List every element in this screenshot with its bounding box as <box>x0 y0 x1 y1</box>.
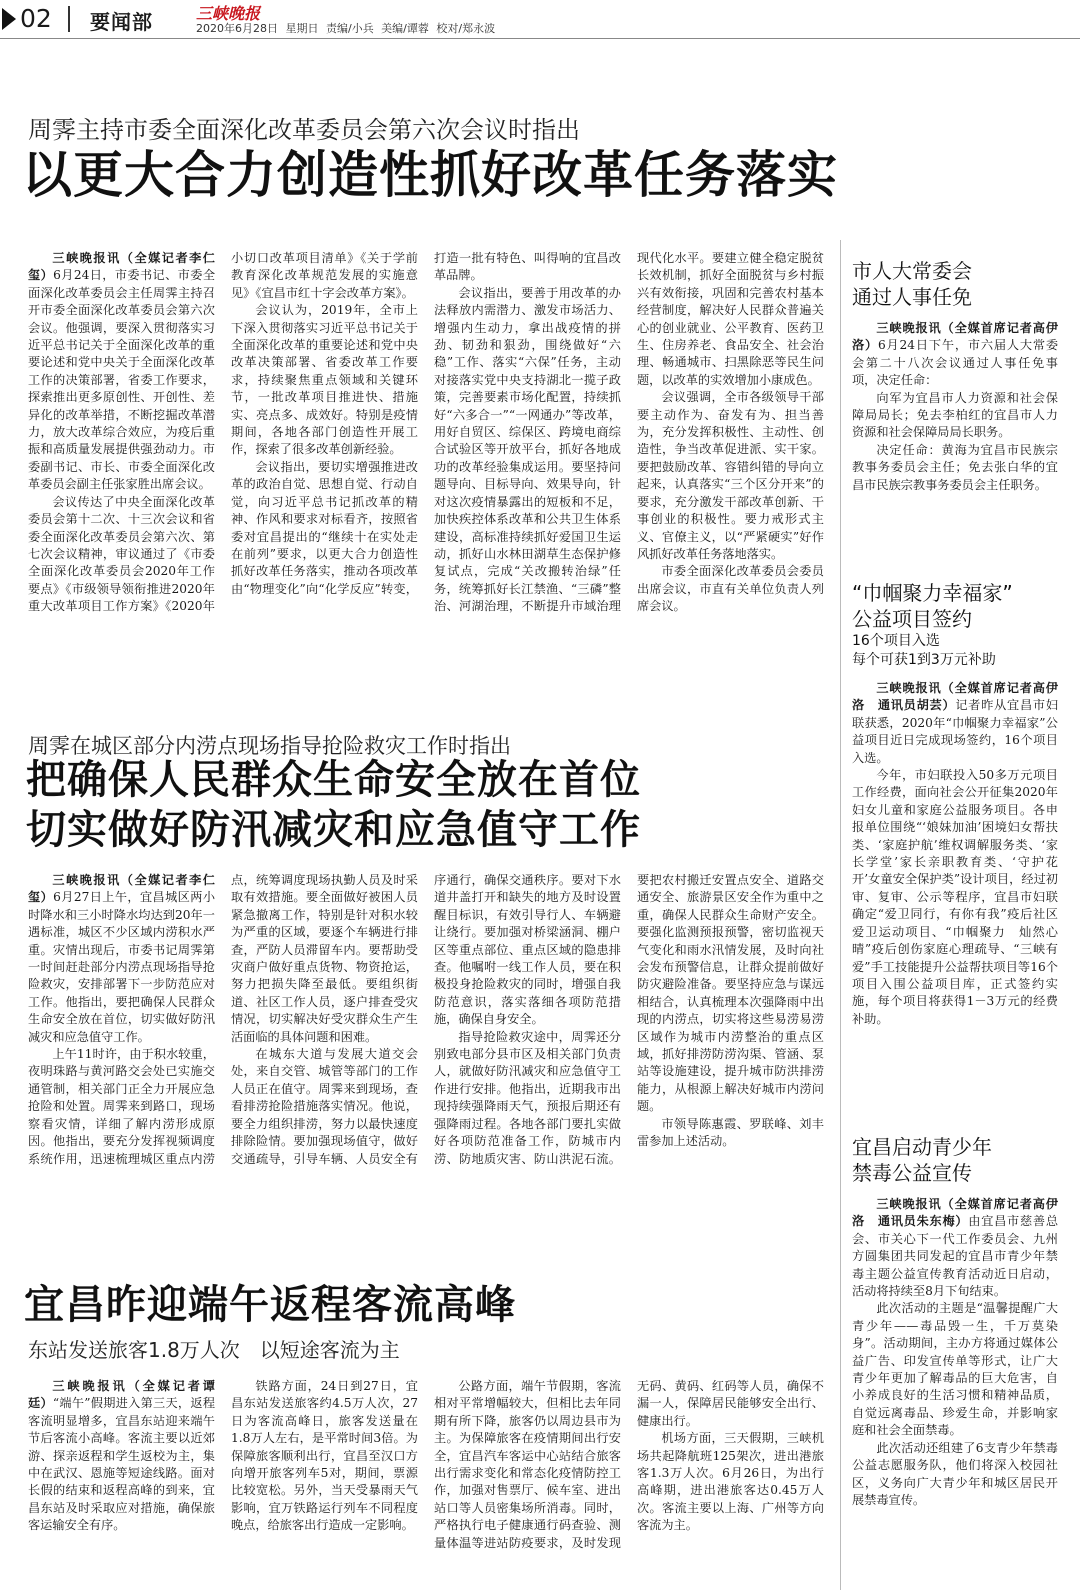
sidebar-article3-headline-line2: 禁毒公益宣传 <box>852 1161 972 1185</box>
sidebar-article2-sub1: 16个项目入选 <box>852 633 940 649</box>
sidebar-article3-body <box>852 1196 1058 1586</box>
sidebar-article2 <box>852 580 1058 1090</box>
article1-paragraph: 会议认为，2019年，全市上下深入贯彻落实习近平总书记关于全面深化改革的重要论述和党中央改革决策部署、省委改革工作要求，持续聚焦重点领域和关键环节，一批改革项目推进快、措施实、亮点多、成效好。特别是疫情期间，各地各部门创造性开展工作，探索了很多改革创新经验。 <box>231 303 418 457</box>
article1-kicker: 周霁主持市委全面深化改革委员会第六次会议时指出 <box>28 116 580 144</box>
article2-headline-line1: 把确保人民群众生命安全放在首位 <box>26 757 641 803</box>
chevron-right-icon <box>2 8 16 30</box>
article2-paragraph: 上午11时许，由于积水较重，夜明珠路与黄河路交会处已实施交通管制，相关部门正全力开展应急抢险和处置。周霁来到路口，现场察看灾情，详细了解内涝形成原因。他指出，要充分发挥视频调度系统作用，迅速梳理城区重点内涝点，统筹调度现场执勤人员及时采取有效措施。要全面做好被困人员紧急撤离工作，特别是针对积水较为严重的区域，要逐个车辆进行排查，严防人员滞留车内。要帮助受灾商户做好重点货物、物资抢运，努力把损失降至最低。要组织街道、社区工作人员，逐户排查受灾情况，切实解决好受灾群众生产生活面临的具体问题和困难。 <box>28 873 418 1166</box>
article3-subhead: 东站发送旅客1.8万人次 以短途客流为主 <box>28 1338 400 1362</box>
sidebar-article2-headline-line1: “巾帼聚力幸福家” <box>852 581 1013 605</box>
sidebar-paragraph: 今年，市妇联投入50多万元项目工作经费，面向社会公开征集2020年妇女儿童和家庭公益服务项目。各申报单位围绕“‘娘妹加油’困境妇女帮扶类、‘家庭护航’维权调解服务类、‘家长学堂’家长亲职教育类、‘守护花开’女童安全保护类”设计项目，经过初审、复审、公示等程序，宜昌市妇联确定“爱卫同行，有你有我”疫后社区爱卫运动项目、“巾帼聚力 灿然心晴”疫后创伤家庭心理疏导、“三峡有爱”手工技能提升公益帮扶项目等16个项目入围公益项目库，正式签约实施，每个项目将获得1－3万元的经费补助。 <box>852 768 1058 1026</box>
sidebar-paragraph: 三峡晚报讯（全媒首席记者高伊洛 通讯员胡芸）记者昨从宜昌市妇联获悉，2020年“巾帼聚力幸福家”公益项目近日完成现场签约，16个项目入选。 <box>852 681 1058 765</box>
divider <box>68 6 70 32</box>
article1-paragraph: 会议传达了中央全面深化改革委员会第十二次、十三次会议和省委全面深化改革委员会第六次、第七次会议精神，审议通过了《市委全面深化改革委员会2020年工作要点》《市级领导领衔推进2020年重大改革项目工作方案》《2020年小切口改革项目清单》《关于学前教育深化改革规范发展的实施意见》《宜昌市红十字会改革方案》。 <box>28 251 418 614</box>
article3-body <box>28 1378 824 1590</box>
article2-kicker: 周霁在城区部分内涝点现场指导抢险救灾工作时指出 <box>28 734 511 758</box>
article1-paragraph: 三峡晚报讯（全媒记者李仁玺）6月24日，市委书记、市委全面深化改革委员会主任周霁主持召开市委全面深化改革委员会第六次会议。他强调，要深入贯彻落实习近平总书记关于全面深化改革的重要论述和党中央关于全面深化改革工作的决策部署，省委工作要求，探索推出更多原创性、开创性、差异化的改革举措，不断挖掘改革潜力，放大改革综合效应，为疫后重振和高质量发展提供强劲动力。市委副书记、市长、市委全面深化改革委员会副主任张家胜出席会议。 <box>28 251 216 492</box>
article1-paragraph: 市委全面深化改革委员会委员出席会议，市直有关单位负责人列席会议。 <box>637 564 824 614</box>
article1-headline: 以更大合力创造性抓好改革任务落实 <box>22 146 838 204</box>
sidebar-article1 <box>852 258 1058 548</box>
sidebar-article2-headline-line2: 公益项目签约 <box>852 607 972 631</box>
sidebar-paragraph: 决定任命：黄海为宜昌市民族宗教事务委员会主任；免去张白华的宜昌市民族宗教事务委员会主任职务。 <box>852 442 1058 492</box>
byline: 三峡晚报讯（全媒首席记者高伊洛） <box>852 321 1058 353</box>
sidebar-article2-sub2: 每个可获1到3万元补助 <box>852 652 996 668</box>
sidebar-article1-headline-line2: 通过人事任免 <box>852 285 972 309</box>
article2-body <box>28 872 824 1222</box>
article3-paragraph: 机场方面，三天假期，三峡机场共起降航班125架次，进出港旅客1.3万人次。6月26日，为出行高峰期，进出港旅客达0.45万人次。客流主要以上海、广州等方向客流为主。 <box>637 1431 824 1533</box>
page-header <box>0 0 1080 39</box>
article2-headline-line2: 切实做好防汛减灾和应急值守工作 <box>26 807 641 853</box>
article3-paragraph: 铁路方面，24日到27日，宜昌东站发送旅客约4.5万人次，27日为客流高峰日，旅客发送量在1.8万人左右，是平常时间3倍。为保障旅客顺利出行，宜昌至汉口方向增开旅客列车5对，期间，票源比较宽松。另外，当天受暴雨天气影响，宜万铁路运行列车不同程度晚点，给旅客出行造成一定影响。 <box>231 1379 418 1533</box>
article2-paragraph: 市领导陈惠霞、罗联峰、刘丰雷参加上述活动。 <box>637 1116 824 1149</box>
article1-paragraph: 会议指出，要切实增强推进改革的政治自觉、思想自觉、行动自觉，向习近平总书记抓改革的精神、作风和要求对标看齐，按照省委对宜昌提出的“继续十在实处走在前列”要求，以更大合力创造性抓好改革任务落实，推动各项改革由“物理变化”向“化学反应”转变，打造一批有特色、叫得响的宜昌改革品牌。 <box>231 251 621 596</box>
byline: 三峡晚报讯（全媒记者谭廷） <box>28 1379 215 1411</box>
issue-meta: 2020年6月28日 星期日 责编/小兵 美编/谭蓉 校对/郑永波 <box>196 22 496 35</box>
sidebar-paragraph: 三峡晚报讯（全媒首席记者高伊洛 通讯员朱东梅）由宜昌市慈善总会、市关心下一代工作委员会、九州方圆集团共同发起的宜昌市青少年禁毒主题公益宣传教育活动近日启动，活动将持续至8月下旬结束。 <box>852 1197 1058 1299</box>
sidebar-article2-body <box>852 680 1058 1090</box>
article3-headline: 宜昌昨迎端午返程客流高峰 <box>24 1282 516 1328</box>
page-number: 02 <box>20 4 52 33</box>
byline: 三峡晚报讯（全媒首席记者高伊洛 通讯员胡芸） <box>852 681 1058 713</box>
article1-paragraph: 会议指出，要善于用改革的办法释放内需潜力、激发市场活力、增强内生动力，拿出战疫情的拼劲、韧劲和狠劲，围绕做好“六稳”工作、落实“六保”任务，主动对接落实党中央支持湖北一揽子政策，完善要素市场化配置，持续抓好“六多合一”“一网通办”等改革，用好自贸区、综保区、跨境电商综合试验区等开放平台，抓好各地成功的改革经验集成运用。要坚持问题导向、目标导向、效果导向，针对这次疫情暴露出的短板和不足，加快疾控体系改革和公共卫生体系建设，高标准持续抓好爱国卫生运动，抓好山水林田湖草生态保护修复试点，完成“关改搬转治绿”任务，统筹抓好长江禁渔、“三磷”整治、河湖治理，不断提升市域治理现代化水平。要建立健全稳定脱贫长效机制，抓好全面脱贫与乡村振兴有效衔接，巩固和完善农村基本经营制度，解决好人民群众普遍关心的创业就业、公平教育、医药卫生、住房养老、食品安全、社会治理、畅通城市、扫黑除恶等民生问题，以改革的实效增加小康成色。 <box>434 251 824 614</box>
article2-paragraph: 三峡晚报讯（全媒记者李仁玺）6月27日上午，宜昌城区两小时降水和三小时降水均达到20年一遇标准，城区不少区域内涝积水严重。灾情出现后，市委书记周霁第一时间赶赴部分内涝点现场指导抢险救灾，安排部署下一步防范应对工作。他指出，要把确保人民群众生命安全放在首位，切实做好防汛减灾和应急值守工作。 <box>28 873 216 1044</box>
sidebar-paragraph: 此次活动的主题是“温馨提醒广大青少年——毒品毁一生，千万莫染身”。活动期间，主办方将通过媒体公益广告、印发宣传单等形式，让广大青少年更加了解毒品的巨大危害，自小养成良好的生活习惯和精神品质，自觉远离毒品、珍爱生命，并影响家庭和社会全面禁毒。 <box>852 1301 1058 1438</box>
newspaper-logo: 三峡晚报 <box>196 4 261 23</box>
sidebar-article1-body <box>852 320 1058 548</box>
sidebar-article3 <box>852 1134 1058 1586</box>
article3-paragraph: 公路方面，端午节假期，客流相对平常增幅较大，但相比去年同期有所下降，旅客仍以周边县市为主。为保障旅客在疫情期间出行安全，宜昌汽车客运中心站结合旅客出行需求变化和常态化疫情防控工作，加强对售票厅、候车室、进出站口等人员密集场所消毒。同时，严格执行电子健康通行码查验、测量体温等进站防疫要求，及时发现无码、黄码、红码等人员，确保不漏一人，保障居民能够安全出行、健康出行。 <box>434 1379 824 1550</box>
article3-paragraph: 三峡晚报讯（全媒记者谭廷）“端午”假期进入第三天，返程客流明显增多，宜昌东站迎来端午节后客流小高峰。客流主要以近郊游、探亲返程和学生返校为主，集中在武汉、恩施等短途线路。面对长假的结束和返程高峰的到来，宜昌东站及时采取应对措施，确保旅客运输安全有序。 <box>28 1379 216 1533</box>
byline: 三峡晚报讯（全媒记者李仁玺） <box>28 251 215 283</box>
sidebar-paragraph: 此次活动还组建了6支青少年禁毒公益志愿服务队，他们将深入校园社区，义务向广大青少年和城区居民开展禁毒宣传。 <box>852 1440 1058 1507</box>
article1-body <box>28 250 824 680</box>
sidebar-article1-headline-line1: 市人大常委会 <box>852 259 972 283</box>
article1-paragraph: 会议强调，全市各级领导干部要主动作为、奋发有为、担当善为，充分发挥积极性、主动性、创造性，争当改革促进派、实干家。要把鼓励改革、容错纠错的导向立起来，认真落实“三个区分开来”的要求，充分激发干部改革创新、干事创业的积极性。要力戒形式主义、官僚主义，以“严紧硬实”好作风抓好改革任务落地落实。 <box>637 390 824 561</box>
column-divider <box>840 240 841 1590</box>
sidebar-article3-headline-line1: 宜昌启动青少年 <box>852 1135 992 1159</box>
sidebar-paragraph: 向军为宜昌市人力资源和社会保障局局长；免去李柏红的宜昌市人力资源和社会保障局局长职务。 <box>852 390 1058 440</box>
section-title: 要闻部 <box>90 10 153 34</box>
sidebar-paragraph: 三峡晚报讯（全媒首席记者高伊洛）6月24日下午，市六届人大常委会第二十八次会议通过人事任免事项，决定任命： <box>852 321 1058 388</box>
byline: 三峡晚报讯（全媒首席记者高伊洛 通讯员朱东梅） <box>852 1197 1058 1229</box>
byline: 三峡晚报讯（全媒记者李仁玺） <box>28 873 215 905</box>
article2-paragraph: 在城东大道与发展大道交会处，来自交管、城管等部门的工作人员正在值守。周霁来到现场，查看排涝抢险措施落实情况。他说，要全力组织排涝，努力以最快速度排除险情。要加强现场值守，做好交通疏导，引导车辆、人员安全有序通行，确保交通秩序。要对下水道井盖打开和缺失的地方及时设置醒目标识，有效引导行人、车辆避让绕行。要加强对桥梁涵洞、棚户区等重点部位、重点区域的隐患排查。他嘱咐一线工作人员，要在积极投身抢险救灾的同时，增强自我防范意识，落实落细各项防范措施，确保自身安全。 <box>231 873 621 1166</box>
article2-paragraph: 指导抢险救灾途中，周霁还分别致电部分县市区及相关部门负责人，就做好防汛减灾和应急值守工作进行安排。他指出，近期我市出现持续强降雨天气，预报后期还有强降雨过程。各地各部门要扎实做好各项防范准备工作，防城市内涝、防地质灾害、防山洪泥石流。要把农村搬迁安置点安全、道路交通安全、旅游景区安全作为重中之重，确保人民群众生命财产安全。要强化监测预报预警，密切监视天气变化和雨水汛情发展，及时向社会发布预警信息，让群众提前做好防灾避险准备。要坚持应急与谋远相结合，认真梳理本次强降雨中出现的内涝点，切实将这些易涝易涝区域作为城市内涝整治的重点区域，抓好排涝防涝沟渠、管涵、泵站等设施建设，提升城市防洪排涝能力，从根源上解决好城市内涝问题。 <box>434 873 824 1166</box>
